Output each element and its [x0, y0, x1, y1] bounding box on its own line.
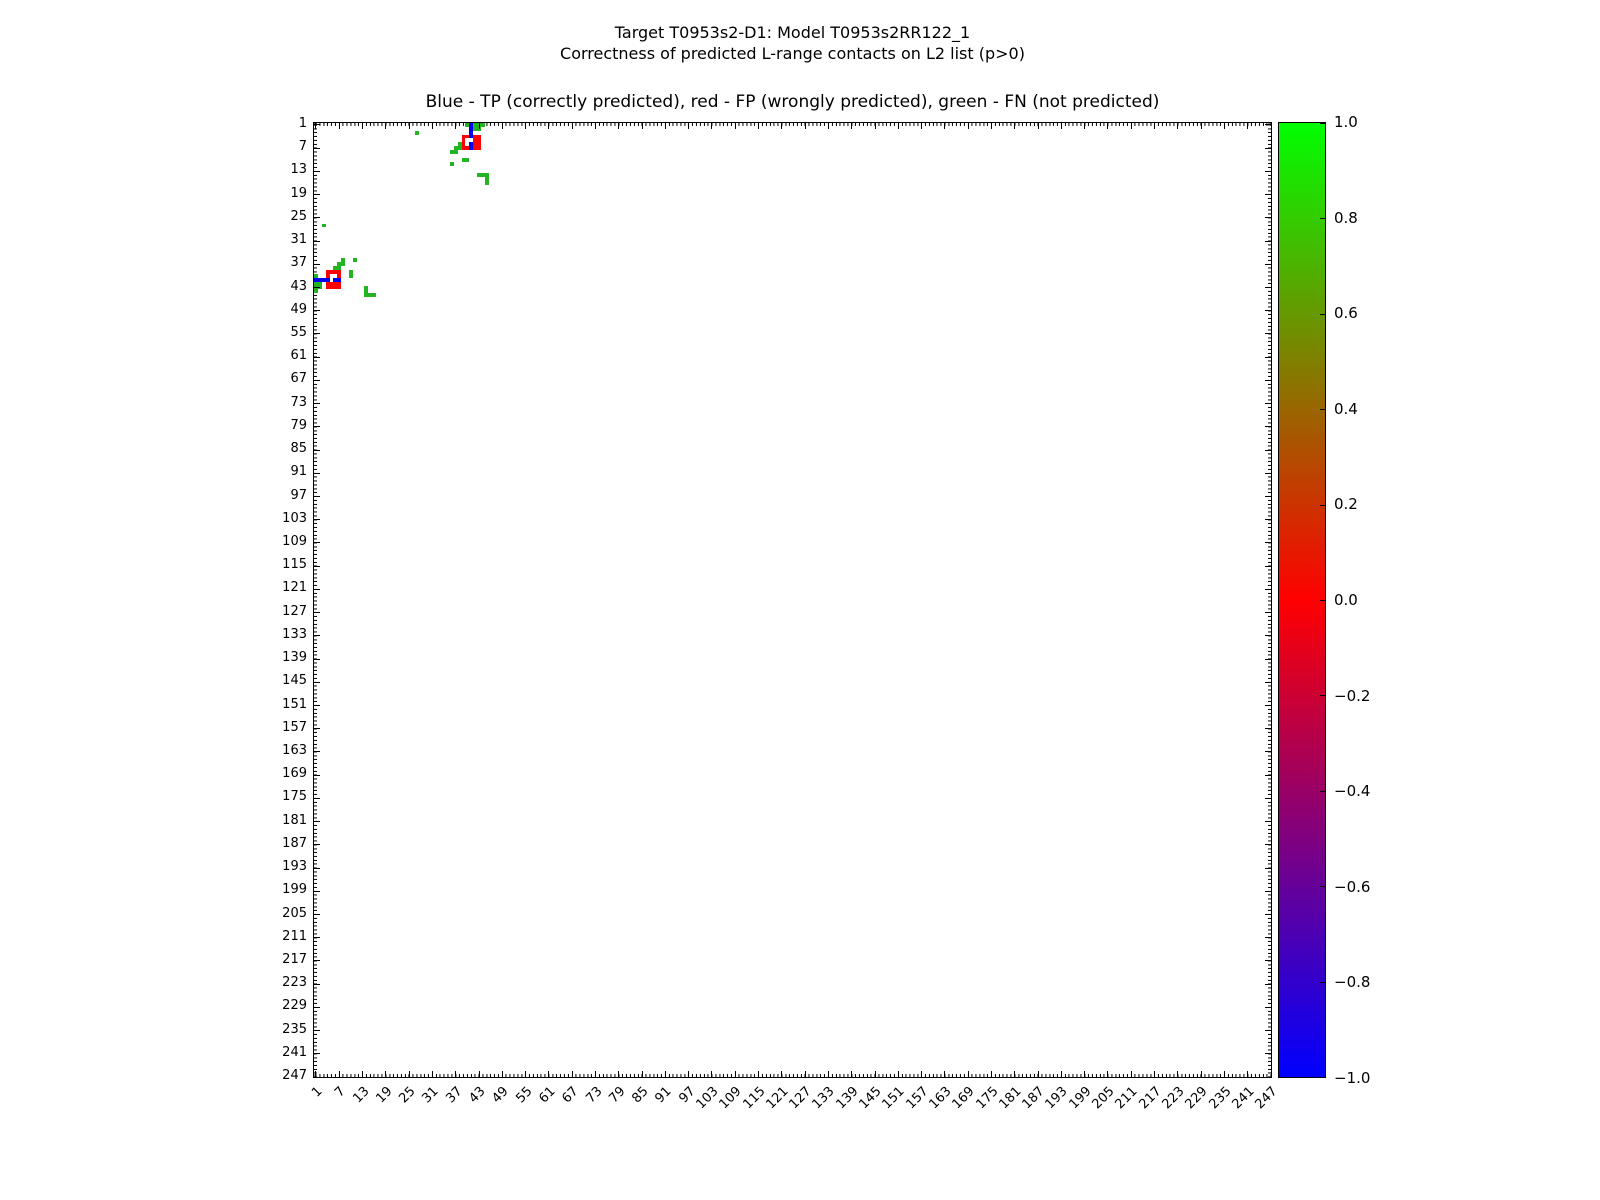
x-major-tick	[1131, 1071, 1132, 1077]
x-major-tick	[944, 123, 945, 129]
y-major-tick	[1265, 798, 1271, 799]
x-major-tick	[1061, 1071, 1062, 1077]
y-major-tick	[314, 287, 320, 288]
y-major-tick	[314, 612, 320, 613]
y-major-tick	[314, 124, 320, 125]
x-tick-label: 97	[675, 1084, 699, 1107]
contact-cell-fn	[450, 162, 454, 166]
x-major-tick	[735, 1071, 736, 1077]
x-major-tick	[339, 123, 340, 129]
y-tick-label: 163	[282, 742, 307, 758]
x-major-tick	[851, 123, 852, 129]
y-major-tick	[314, 217, 320, 218]
y-tick-label: 229	[282, 998, 307, 1014]
x-major-tick	[805, 1071, 806, 1077]
contact-cell-fn	[465, 158, 469, 162]
y-major-tick	[314, 659, 320, 660]
x-major-tick	[851, 1071, 852, 1077]
x-major-tick	[1177, 123, 1178, 129]
x-major-tick	[455, 123, 456, 129]
x-tick-label: 145	[856, 1084, 885, 1113]
colorbar-gradient	[1279, 123, 1325, 1077]
x-major-tick	[1224, 123, 1225, 129]
x-tick-label: 19	[373, 1084, 396, 1107]
y-tick-label: 211	[282, 928, 307, 944]
contact-map-plot	[313, 122, 1272, 1078]
x-tick-label: 163	[926, 1084, 955, 1113]
x-major-tick	[572, 1071, 573, 1077]
x-major-tick	[781, 123, 782, 129]
x-major-tick	[968, 1071, 969, 1077]
y-tick-label: 241	[282, 1044, 307, 1060]
colorbar-tick	[1320, 505, 1325, 506]
x-major-tick	[479, 123, 480, 129]
y-major-tick	[1265, 171, 1271, 172]
x-tick-label: 109	[716, 1084, 745, 1113]
colorbar-tick-label: −1.0	[1334, 1069, 1371, 1087]
y-major-tick	[314, 751, 320, 752]
y-tick-label: 37	[290, 255, 307, 271]
x-tick-label: 175	[972, 1084, 1002, 1113]
contact-cell-fn	[322, 224, 326, 228]
x-major-tick	[1201, 123, 1202, 129]
colorbar-tick	[1320, 886, 1325, 887]
x-major-tick	[875, 123, 876, 129]
x-tick-label: 133	[809, 1084, 838, 1113]
contact-cell-tp	[469, 146, 473, 150]
x-tick-label: 247	[1252, 1084, 1281, 1113]
y-major-tick	[314, 473, 320, 474]
y-tick-label: 127	[282, 603, 307, 619]
y-major-tick	[1265, 519, 1271, 520]
x-major-tick	[944, 1071, 945, 1077]
y-major-tick	[1265, 124, 1271, 125]
x-major-tick	[968, 123, 969, 129]
colorbar-tick-label: 0.6	[1334, 304, 1358, 323]
x-major-tick	[1038, 123, 1039, 129]
x-tick-label: 31	[419, 1084, 442, 1107]
y-major-tick	[1265, 357, 1271, 358]
y-tick-label: 145	[282, 673, 307, 689]
y-tick-label: 79	[290, 417, 307, 433]
contact-cell-fn	[353, 258, 357, 262]
y-major-tick	[1265, 891, 1271, 892]
y-major-tick	[1265, 775, 1271, 776]
y-major-tick	[1265, 635, 1271, 636]
y-major-tick	[314, 264, 320, 265]
y-major-tick	[314, 194, 320, 195]
y-major-tick	[314, 960, 320, 961]
x-major-tick	[828, 1071, 829, 1077]
x-major-tick	[898, 123, 899, 129]
y-tick-label: 175	[282, 789, 307, 805]
y-major-tick	[314, 682, 320, 683]
x-major-tick	[618, 1071, 619, 1077]
y-major-tick	[1265, 217, 1271, 218]
y-tick-label: 199	[282, 882, 307, 898]
x-major-tick	[991, 123, 992, 129]
x-major-tick	[525, 123, 526, 129]
x-tick-label: 49	[489, 1084, 512, 1107]
x-major-tick	[1154, 123, 1155, 129]
x-tick-label: 187	[1019, 1084, 1048, 1113]
y-tick-label: 97	[290, 487, 307, 503]
y-tick-label: 247	[282, 1068, 307, 1084]
x-major-tick	[409, 1071, 410, 1077]
x-tick-label: 91	[652, 1084, 675, 1107]
y-tick-label: 55	[290, 324, 307, 340]
x-tick-label: 103	[693, 1084, 722, 1113]
x-major-tick	[758, 1071, 759, 1077]
x-major-tick	[1014, 123, 1015, 129]
y-major-tick	[1265, 960, 1271, 961]
x-tick-label: 85	[629, 1084, 652, 1107]
y-tick-label: 13	[290, 162, 307, 178]
y-major-tick	[1265, 1030, 1271, 1031]
contact-cell-fp	[337, 286, 341, 290]
y-major-tick	[1265, 380, 1271, 381]
x-major-tick	[758, 123, 759, 129]
x-tick-label: 67	[559, 1084, 582, 1107]
colorbar-tick-label: −0.2	[1334, 686, 1371, 705]
y-major-tick	[314, 705, 320, 706]
y-major-tick	[314, 821, 320, 822]
y-major-tick	[1265, 984, 1271, 985]
y-major-tick	[314, 357, 320, 358]
x-tick-label: 229	[1182, 1084, 1211, 1113]
colorbar-tick	[1320, 600, 1325, 601]
x-tick-label: 199	[1066, 1084, 1095, 1113]
y-major-tick	[314, 310, 320, 311]
y-major-tick	[1265, 728, 1271, 729]
x-major-tick	[1107, 1071, 1108, 1077]
x-tick-label: 157	[903, 1084, 932, 1113]
y-major-tick	[1265, 148, 1271, 149]
y-major-tick	[1265, 241, 1271, 242]
colorbar-tick	[1320, 982, 1325, 983]
y-major-tick	[314, 891, 320, 892]
x-major-tick	[688, 123, 689, 129]
y-major-tick	[1265, 868, 1271, 869]
y-major-tick	[1265, 426, 1271, 427]
y-tick-label: 223	[282, 975, 307, 991]
x-major-tick	[595, 1071, 596, 1077]
y-major-tick	[1265, 566, 1271, 567]
y-major-tick	[1265, 612, 1271, 613]
contact-cell-fn	[314, 289, 318, 293]
x-major-tick	[385, 1071, 386, 1077]
x-major-tick	[1247, 123, 1248, 129]
contact-cell-fp	[477, 146, 481, 150]
y-major-tick	[1265, 821, 1271, 822]
y-tick-label: 73	[290, 394, 307, 410]
x-major-tick	[828, 123, 829, 129]
y-major-tick	[1265, 194, 1271, 195]
x-major-tick	[642, 123, 643, 129]
x-major-tick	[409, 123, 410, 129]
x-major-tick	[1084, 1071, 1085, 1077]
y-tick-label: 235	[282, 1021, 307, 1037]
colorbar	[1278, 122, 1326, 1078]
colorbar-tick-label: −0.6	[1334, 877, 1371, 896]
x-tick-label: 181	[996, 1084, 1025, 1113]
x-major-tick	[1177, 1071, 1178, 1077]
x-major-tick	[711, 1071, 712, 1077]
y-major-tick	[1265, 937, 1271, 938]
colorbar-tick-label: 0.0	[1334, 591, 1358, 609]
y-major-tick	[1265, 1077, 1271, 1078]
y-major-tick	[1265, 659, 1271, 660]
contact-cell-fn	[372, 293, 376, 297]
y-tick-label: 7	[298, 139, 307, 155]
y-tick-label: 91	[290, 464, 307, 480]
top-minor-ticks	[314, 123, 1271, 126]
y-major-tick	[314, 403, 320, 404]
contact-cell-tp	[469, 135, 473, 139]
x-major-tick	[1247, 1071, 1248, 1077]
x-major-tick	[479, 1071, 480, 1077]
y-major-tick	[314, 868, 320, 869]
y-tick-label: 49	[290, 301, 307, 317]
x-tick-label: 55	[512, 1084, 536, 1107]
figure-title	[313, 22, 1272, 64]
y-major-tick	[314, 333, 320, 334]
y-major-tick	[314, 496, 320, 497]
x-major-tick	[805, 123, 806, 129]
x-major-tick	[1061, 123, 1062, 129]
x-major-tick	[432, 1071, 433, 1077]
x-tick-label: 169	[949, 1084, 978, 1113]
y-tick-label: 43	[290, 278, 307, 294]
y-major-tick	[1265, 1053, 1271, 1054]
x-major-tick	[1131, 123, 1132, 129]
colorbar-tick	[1320, 409, 1325, 410]
y-major-tick	[314, 984, 320, 985]
x-tick-label: 1	[309, 1084, 326, 1101]
x-major-tick	[1201, 1071, 1202, 1077]
x-tick-label: 13	[349, 1084, 373, 1107]
x-tick-label: 211	[1112, 1084, 1141, 1113]
y-major-tick	[1265, 1007, 1271, 1008]
y-major-tick	[1265, 751, 1271, 752]
y-tick-label: 169	[282, 766, 307, 782]
x-tick-label: 241	[1229, 1084, 1258, 1113]
x-major-tick	[921, 123, 922, 129]
y-major-tick	[314, 844, 320, 845]
y-major-tick	[1265, 473, 1271, 474]
x-major-tick	[665, 123, 666, 129]
y-major-tick	[1265, 310, 1271, 311]
x-major-tick	[642, 1071, 643, 1077]
y-major-tick	[1265, 844, 1271, 845]
x-major-tick	[735, 123, 736, 129]
contact-cell-fn	[415, 131, 419, 135]
y-tick-label: 139	[282, 650, 307, 666]
y-major-tick	[314, 380, 320, 381]
y-major-tick	[1265, 496, 1271, 497]
y-major-tick	[314, 566, 320, 567]
y-major-tick	[314, 519, 320, 520]
y-tick-label: 103	[282, 510, 307, 526]
colorbar-tick	[1320, 1077, 1325, 1078]
colorbar-tick	[1320, 695, 1325, 696]
x-major-tick	[1224, 1071, 1225, 1077]
contact-cell-fn	[481, 123, 485, 127]
x-tick-label: 151	[879, 1084, 908, 1113]
x-tick-label: 73	[582, 1084, 606, 1107]
x-major-tick	[781, 1071, 782, 1077]
x-tick-label: 115	[740, 1084, 769, 1113]
y-tick-label: 151	[282, 696, 307, 712]
x-major-tick	[595, 123, 596, 129]
x-major-tick	[362, 1071, 363, 1077]
x-major-tick	[385, 123, 386, 129]
y-major-tick	[314, 937, 320, 938]
x-major-tick	[688, 1071, 689, 1077]
contact-cell-fn	[349, 274, 353, 278]
x-major-tick	[665, 1071, 666, 1077]
x-tick-label: 43	[466, 1084, 489, 1107]
y-tick-label: 121	[282, 580, 307, 596]
x-tick-label: 61	[536, 1084, 559, 1107]
x-major-tick	[548, 1071, 549, 1077]
y-major-tick	[314, 148, 320, 149]
x-major-tick	[1154, 1071, 1155, 1077]
x-major-tick	[875, 1071, 876, 1077]
y-major-tick	[314, 1030, 320, 1031]
x-tick-label: 205	[1089, 1084, 1118, 1113]
right-minor-ticks	[1268, 123, 1271, 1077]
y-tick-label: 67	[290, 371, 307, 387]
colorbar-tick-label: 0.8	[1334, 208, 1358, 227]
x-tick-label: 79	[606, 1084, 629, 1107]
y-tick-label: 115	[282, 557, 307, 573]
y-tick-label: 19	[290, 185, 307, 201]
contact-cell-fn	[454, 150, 458, 154]
x-tick-label: 217	[1136, 1084, 1165, 1113]
x-major-tick	[548, 123, 549, 129]
contact-cell-fn	[485, 181, 489, 185]
x-tick-label: 223	[1159, 1084, 1188, 1113]
x-major-tick	[618, 123, 619, 129]
y-major-tick	[314, 1053, 320, 1054]
y-tick-label: 187	[282, 835, 307, 851]
colorbar-tick	[1320, 123, 1325, 124]
y-major-tick	[314, 635, 320, 636]
x-major-tick	[1084, 123, 1085, 129]
contact-cell-tp	[326, 278, 330, 282]
y-major-tick	[1265, 705, 1271, 706]
x-tick-label: 7	[332, 1084, 349, 1101]
colorbar-tick	[1320, 314, 1325, 315]
y-major-tick	[314, 1077, 320, 1078]
x-major-tick	[1038, 1071, 1039, 1077]
y-major-tick	[314, 1007, 320, 1008]
x-tick-label: 139	[833, 1084, 862, 1113]
y-major-tick	[1265, 914, 1271, 915]
y-major-tick	[1265, 287, 1271, 288]
y-major-tick	[1265, 542, 1271, 543]
x-major-tick	[572, 123, 573, 129]
y-major-tick	[314, 450, 320, 451]
y-tick-label: 85	[290, 441, 307, 457]
x-major-tick	[898, 1071, 899, 1077]
y-tick-label: 109	[282, 533, 307, 549]
y-tick-label: 205	[282, 905, 307, 921]
y-major-tick	[314, 798, 320, 799]
bottom-minor-ticks	[314, 1074, 1271, 1077]
x-tick-label: 127	[786, 1084, 815, 1113]
x-major-tick	[502, 1071, 503, 1077]
colorbar-tick-label: 1.0	[1334, 113, 1358, 131]
y-major-tick	[314, 914, 320, 915]
title-line2: Correctness of predicted L-range contacts on L2 list (p>0)	[560, 44, 1025, 63]
y-tick-label: 1	[298, 115, 307, 131]
x-major-tick	[1107, 123, 1108, 129]
y-major-tick	[314, 728, 320, 729]
y-tick-label: 157	[282, 719, 307, 735]
colorbar-tick	[1320, 218, 1325, 219]
y-tick-label: 25	[290, 208, 307, 224]
colorbar-tick-label: 0.4	[1334, 399, 1358, 418]
y-tick-label: 61	[290, 348, 307, 364]
y-major-tick	[314, 426, 320, 427]
colorbar-tick-label: 0.2	[1334, 495, 1358, 514]
y-major-tick	[314, 775, 320, 776]
x-tick-label: 235	[1205, 1084, 1235, 1113]
x-major-tick	[1014, 1071, 1015, 1077]
y-tick-label: 193	[282, 859, 307, 875]
y-tick-label: 133	[282, 626, 307, 642]
x-major-tick	[362, 123, 363, 129]
y-major-tick	[1265, 589, 1271, 590]
y-tick-label: 181	[282, 812, 307, 828]
x-major-tick	[455, 1071, 456, 1077]
left-minor-ticks	[314, 123, 317, 1077]
x-tick-label: 25	[396, 1084, 419, 1107]
y-major-tick	[314, 589, 320, 590]
y-major-tick	[314, 542, 320, 543]
y-major-tick	[314, 241, 320, 242]
colorbar-tick-label: −0.4	[1334, 782, 1371, 801]
y-major-tick	[1265, 450, 1271, 451]
x-major-tick	[711, 123, 712, 129]
y-tick-label: 31	[290, 232, 307, 247]
y-major-tick	[314, 171, 320, 172]
contact-cell-fn	[341, 262, 345, 266]
x-major-tick	[502, 123, 503, 129]
contact-cell-tp	[337, 278, 341, 282]
y-major-tick	[1265, 264, 1271, 265]
x-major-tick	[991, 1071, 992, 1077]
x-tick-label: 121	[763, 1084, 792, 1113]
x-major-tick	[339, 1071, 340, 1077]
y-major-tick	[1265, 682, 1271, 683]
y-major-tick	[1265, 333, 1271, 334]
x-major-tick	[432, 123, 433, 129]
plot-legend-title: Blue - TP (correctly predicted), red - FP (wrongly predicted), green - FN (not predicted)	[425, 92, 1160, 112]
x-tick-label: 37	[442, 1084, 466, 1107]
y-major-tick	[1265, 403, 1271, 404]
colorbar-tick-label: −0.8	[1334, 973, 1371, 992]
colorbar-tick	[1320, 791, 1325, 792]
title-line1: Target T0953s2-D1: Model T0953s2RR122_1	[614, 23, 971, 42]
x-major-tick	[525, 1071, 526, 1077]
y-tick-label: 217	[282, 952, 307, 967]
x-tick-label: 193	[1042, 1084, 1071, 1113]
x-major-tick	[921, 1071, 922, 1077]
